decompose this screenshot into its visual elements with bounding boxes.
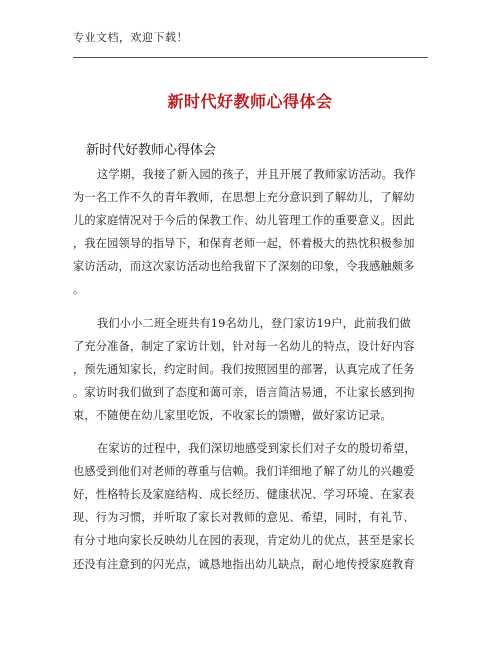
text-line: 也感受到他们对老师的尊重与信赖。我们详细地了解了幼儿的兴趣爱	[73, 465, 415, 479]
paragraph	[73, 163, 429, 302]
text-line: 好，性格特长及家庭结构、成长经历、健康状况、学习环境、在家表	[73, 488, 415, 502]
paragraph	[73, 312, 429, 427]
text-line: 为一名工作不久的青年教师，在思想上充分意识到了解幼儿，了解幼	[73, 191, 415, 205]
text-line: 了充分准备，制定了家访计划，针对每一名幼儿的特点，设计好内容	[73, 339, 415, 353]
paragraph	[73, 437, 429, 576]
document-body	[73, 163, 429, 586]
text-line: 这学期，我接了新入园的孩子，并且开展了教师家访活动。我作	[97, 168, 416, 181]
text-line: 我们小小二班全班共有19名幼儿，登门家访19户，此前我们做	[97, 316, 411, 330]
text-line: 还没有注意到的闪光点，诚恳地指出幼儿缺点，耐心地传授家庭教育	[73, 557, 415, 571]
section-heading: 新时代好教师心得体会	[86, 143, 217, 158]
text-line: 。家访时我们做到了态度和蔼可亲，语言简洁易通，不让家长感到拘	[73, 385, 415, 399]
text-line: 儿的家庭情况对于今后的保教工作、幼儿管理工作的重要意义。因此	[73, 214, 415, 228]
text-line: ，预先通知家长，约定时间。我们按照园里的部署，认真完成了任务	[73, 362, 415, 376]
text-line: ，我在园领导的指导下，和保育老师一起，怀着极大的热忱积极参加	[73, 237, 415, 251]
document-title: 新时代好教师心得体会	[167, 92, 333, 111]
header-divider	[73, 57, 428, 58]
text-line: 有分寸地向家长反映幼儿在园的表现，肯定幼儿的优点，甚至是家长	[73, 534, 415, 548]
header-note: 专业文档，欢迎下载！	[73, 31, 188, 44]
text-line: 家访活动，而这次家访活动也给我留下了深刻的印象，令我感触颇多	[73, 260, 415, 274]
text-line: 。	[73, 283, 85, 297]
text-line: 束，不随便在幼儿家里吃饭，不收家长的馈赠，做好家访记录。	[73, 408, 392, 422]
text-line: 在家访的过程中，我们深切地感受到家长们对子女的殷切希望，	[97, 442, 416, 456]
text-line: 现、行为习惯，并听取了家长对教师的意见、希望，同时，有礼节、	[73, 511, 415, 525]
